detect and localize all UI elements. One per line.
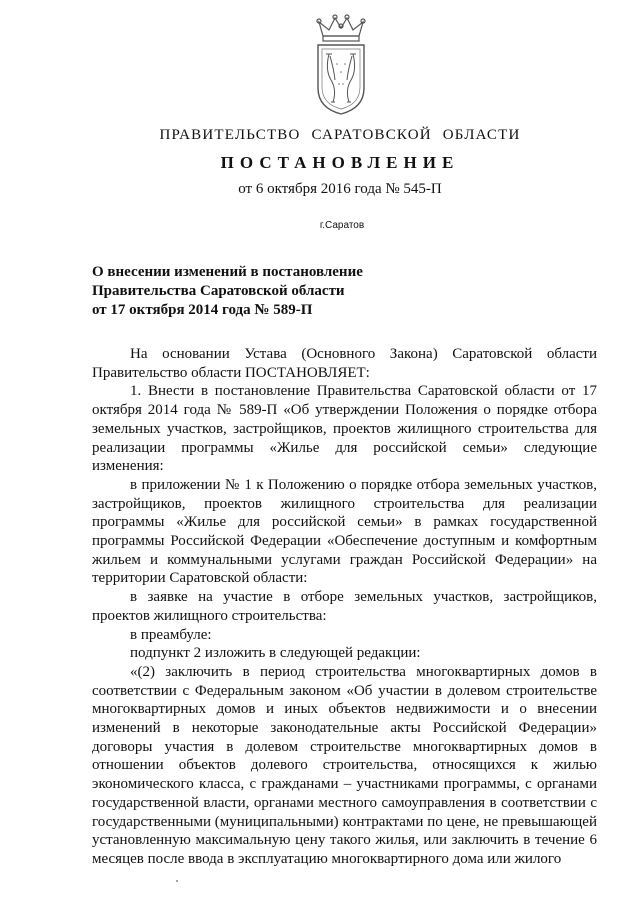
- government-name: ПРАВИТЕЛЬСТВО САРАТОВСКОЙ ОБЛАСТИ: [159, 127, 521, 143]
- subject-line: от 17 октября 2014 года № 589-П: [92, 302, 313, 318]
- document-body: [92, 345, 597, 869]
- document-subject: [92, 263, 363, 320]
- body-paragraph: в преамбуле:: [130, 626, 212, 643]
- document-type-title: ПОСТАНОВЛЕНИЕ: [220, 153, 460, 172]
- body-paragraph: На основании Устава (Основного Закона) Саратовской области Правительство области ПОСТАНОВЛЯЕТ:: [92, 346, 597, 381]
- subject-line: Правительства Саратовской области: [92, 283, 345, 299]
- body-paragraph: «(2) заключить в период строительства многоквартирных домов в соответствии с Федеральным законом «Об участии в долевом строительстве многоквартирных домов и иных объектов недвижимости и о внесении изменений в некоторые законодательные акты Российской Федерации» договоры участия в долевом строительстве многоквартирных домов в отношении объектов долевого строительства, относящихся к жилью экономического класса, с гражданами – участниками программы, с органами государственной власти, органами местного самоуправления в соответствии с государственными (муниципальными) контрактами по цене, не превышающей установленную максимальную цену такого жилья, или заключить в течение 6 месяцев после ввода в эксплуатацию многоквартирного дома или жилого: [92, 663, 597, 867]
- body-paragraph: в заявке на участие в отборе земельных участков, застройщиков, проектов жилищного строительства:: [92, 589, 597, 624]
- subject-line: О внесении изменений в постановление: [92, 264, 363, 280]
- date-and-number: от 6 октября 2016 года № 545-П: [238, 181, 442, 197]
- body-paragraph: подпункт 2 изложить в следующей редакции:: [130, 645, 421, 662]
- body-paragraph: в приложении № 1 к Положению о порядке отбора земельных участков, застройщиков, проектов жилищного строительства для реализации программы «Жилье для российской семьи» в рамках государственной программы Российской Федерации «Обеспечение доступным и комфортным жильем и коммунальными услугами граждан Российской Федерации» на территории Саратовской области:: [92, 476, 597, 587]
- coat-of-arms-icon: [309, 14, 373, 116]
- body-paragraph: 1. Внести в постановление Правительства Саратовской области от 17 октября 2014 года № 589-П «Об утверждении Положения о порядке отбора земельных участков, застройщиков, проектов жилищного строительства для реализации программы «Жилье для российской семьи» следующие изменения:: [92, 383, 597, 475]
- city-label: г.Саратов: [319, 220, 365, 231]
- scan-artifact: [176, 880, 178, 882]
